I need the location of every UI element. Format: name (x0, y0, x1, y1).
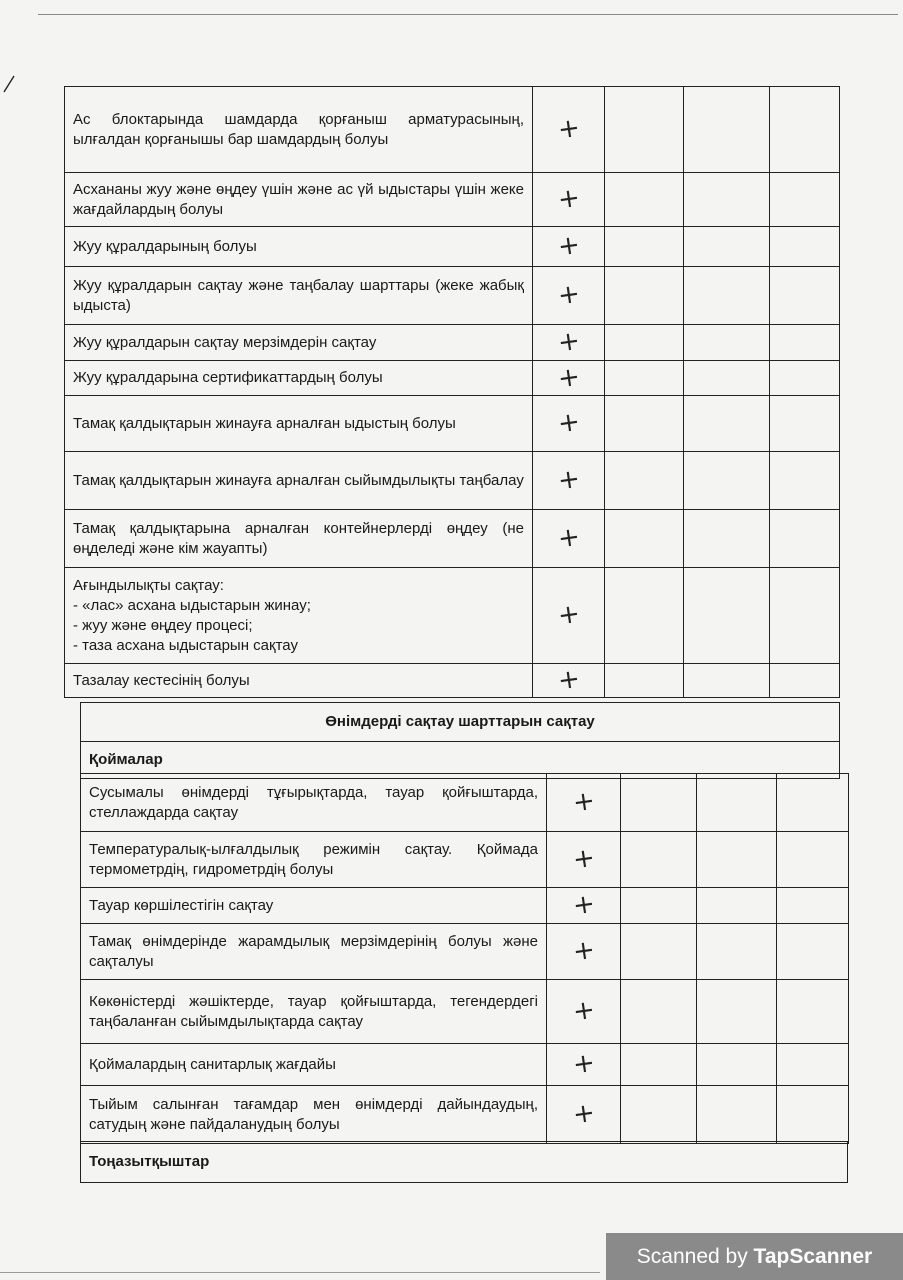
answer-cell-yes (533, 452, 605, 510)
answer-cell-yes (547, 924, 621, 980)
section-title: Өнімдерді сақтау шарттарын сақтау (81, 703, 840, 742)
answer-cell-empty (770, 325, 840, 361)
table-row (65, 396, 840, 452)
answer-cell-empty (605, 325, 684, 361)
answer-cell-empty (621, 774, 697, 832)
answer-cell-empty (777, 924, 849, 980)
answer-cell-empty (684, 568, 770, 664)
table-row (65, 361, 840, 396)
table-row (81, 832, 849, 888)
question-text: Температуралық-ылғалдылық режимін сақтау. Қоймада термометрдің, гидрометрдің болуы (81, 832, 547, 888)
question-text: Асхананы жуу және өңдеу үшін және ас үй ыдыстары үшін жеке жағдайлардың болуы (65, 173, 533, 227)
answer-cell-yes (533, 396, 605, 452)
answer-cell-empty (621, 924, 697, 980)
table-row (65, 173, 840, 227)
answer-cell-yes (533, 568, 605, 664)
section-header-table (80, 702, 840, 779)
handwritten-check-mark: + (555, 112, 582, 146)
answer-cell-empty (697, 832, 777, 888)
answer-cell-yes (547, 774, 621, 832)
answer-cell-empty (605, 267, 684, 325)
question-text: Тыйым салынған тағамдар мен өнімдерді дайындаудың, сатудың және пайдаланудың болуы (81, 1086, 547, 1144)
handwritten-check-mark: + (555, 598, 582, 632)
answer-cell-empty (621, 1044, 697, 1086)
question-text: Тамақ өнімдерінде жарамдылық мерзімдерінің болуы және сақталуы (81, 924, 547, 980)
handwritten-check-mark: + (570, 934, 597, 968)
answer-cell-empty (684, 87, 770, 173)
scanner-prefix: Scanned by (636, 1245, 754, 1268)
question-text: Жуу құралдарының болуы (65, 227, 533, 267)
answer-cell-empty (605, 361, 684, 396)
answer-cell-empty (770, 173, 840, 227)
handwritten-check-mark: + (555, 182, 582, 216)
table-row (81, 774, 849, 832)
scanner-watermark-badge (606, 1233, 903, 1280)
question-text: Жуу құралдарына сертификаттардың болуы (65, 361, 533, 396)
checklist-table-storage (80, 773, 849, 1144)
answer-cell-empty (770, 361, 840, 396)
answer-cell-yes (533, 267, 605, 325)
answer-cell-empty (770, 227, 840, 267)
answer-cell-empty (697, 774, 777, 832)
answer-cell-empty (605, 396, 684, 452)
scanner-brand: TapScanner (753, 1245, 873, 1268)
page-bottom-line (0, 1272, 600, 1273)
question-text: Тамақ қалдықтарын жинауға арналған ыдыстың болуы (65, 396, 533, 452)
answer-cell-empty (697, 888, 777, 924)
question-text: Сусымалы өнімдерді тұғырықтарда, тауар қойғыштарда, стеллаждарда сақтау (81, 774, 547, 832)
answer-cell-empty (684, 325, 770, 361)
answer-cell-empty (697, 1086, 777, 1144)
question-text: Ас блоктарында шамдарда қорғаныш арматурасының, ылғалдан қорғанышы бар шамдардың болуы (65, 87, 533, 173)
table-row (81, 1044, 849, 1086)
answer-cell-yes (547, 1086, 621, 1144)
answer-cell-empty (770, 664, 840, 698)
answer-cell-empty (605, 227, 684, 267)
handwritten-check-mark: + (555, 325, 582, 359)
answer-cell-empty (770, 568, 840, 664)
table-row (65, 452, 840, 510)
answer-cell-empty (605, 87, 684, 173)
handwritten-check-mark: + (555, 229, 582, 263)
answer-cell-empty (605, 452, 684, 510)
handwritten-check-mark: + (570, 888, 597, 922)
question-text: Қоймалардың санитарлық жағдайы (81, 1044, 547, 1086)
table-row (65, 87, 840, 173)
answer-cell-empty (684, 664, 770, 698)
answer-cell-empty (684, 173, 770, 227)
answer-cell-empty (697, 924, 777, 980)
answer-cell-empty (777, 1044, 849, 1086)
handwritten-check-mark: + (570, 994, 597, 1028)
page-top-line (38, 14, 898, 15)
handwritten-check-mark: + (555, 463, 582, 497)
table-row (65, 568, 840, 664)
answer-cell-yes (533, 173, 605, 227)
answer-cell-yes (533, 664, 605, 698)
table-row (65, 267, 840, 325)
answer-cell-yes (547, 888, 621, 924)
answer-cell-empty (770, 396, 840, 452)
answer-cell-empty (777, 774, 849, 832)
answer-cell-empty (621, 980, 697, 1044)
table-row (81, 980, 849, 1044)
handwritten-check-mark: + (555, 278, 582, 312)
answer-cell-empty (770, 87, 840, 173)
answer-cell-yes (547, 980, 621, 1044)
answer-cell-empty (684, 267, 770, 325)
answer-cell-empty (684, 452, 770, 510)
question-text: Ағындылықты сақтау: - «лас» асхана ыдыстарын жинау; - жуу және өңдеу процесі; - таза асхана ыдыстарын сақтау (65, 568, 533, 664)
handwritten-check-mark: + (570, 785, 597, 819)
table-row (81, 1086, 849, 1144)
table-row (65, 664, 840, 698)
answer-cell-yes (533, 510, 605, 568)
answer-cell-empty (777, 832, 849, 888)
handwritten-check-mark: + (570, 842, 597, 876)
handwritten-check-mark: + (570, 1097, 597, 1131)
answer-cell-yes (533, 361, 605, 396)
answer-cell-yes (547, 832, 621, 888)
answer-cell-empty (684, 361, 770, 396)
question-text: Жуу құралдарын сақтау мерзімдерін сақтау (65, 325, 533, 361)
subsection-fridge-title: Тоңазытқыштар (81, 1142, 848, 1183)
table-row (65, 325, 840, 361)
answer-cell-empty (697, 1044, 777, 1086)
answer-cell-empty (605, 510, 684, 568)
answer-cell-empty (605, 664, 684, 698)
question-text: Тамақ қалдықтарына арналған контейнерлерді өңдеу (не өңделеді және кім жауапты) (65, 510, 533, 568)
answer-cell-empty (621, 888, 697, 924)
answer-cell-empty (605, 173, 684, 227)
subsection-fridge-table (80, 1141, 848, 1183)
checklist-table-body (65, 87, 840, 698)
table-row (81, 924, 849, 980)
answer-cell-empty (684, 510, 770, 568)
storage-table-body (81, 774, 849, 1144)
question-text: Жуу құралдарын сақтау және таңбалау шарттары (жеке жабық ыдыста) (65, 267, 533, 325)
answer-cell-yes (547, 1044, 621, 1086)
answer-cell-yes (533, 87, 605, 173)
handwritten-check-mark: + (555, 406, 582, 440)
answer-cell-empty (770, 452, 840, 510)
subsection-storage-title: Қоймалар (81, 742, 840, 779)
question-text: Тауар көршілестігін сақтау (81, 888, 547, 924)
handwritten-check-mark: + (555, 521, 582, 555)
answer-cell-empty (684, 396, 770, 452)
answer-cell-yes (533, 325, 605, 361)
answer-cell-empty (777, 1086, 849, 1144)
table-row (65, 510, 840, 568)
answer-cell-empty (777, 980, 849, 1044)
handwritten-check-mark: + (570, 1047, 597, 1081)
question-text: Көкөністерді жәшіктерде, тауар қойғыштарда, тегендердегі таңбаланған сыйымдылықтарда сақтау (81, 980, 547, 1044)
handwritten-check-mark: + (555, 663, 582, 697)
handwritten-check-mark: + (555, 361, 582, 394)
checklist-table-sanitation (64, 86, 840, 698)
answer-cell-empty (621, 832, 697, 888)
answer-cell-yes (533, 227, 605, 267)
answer-cell-empty (684, 227, 770, 267)
question-text: Тамақ қалдықтарын жинауға арналған сыйымдылықты таңбалау (65, 452, 533, 510)
answer-cell-empty (605, 568, 684, 664)
margin-pen-mark (2, 74, 16, 94)
table-row (81, 888, 849, 924)
answer-cell-empty (770, 267, 840, 325)
table-row (65, 227, 840, 267)
answer-cell-empty (770, 510, 840, 568)
answer-cell-empty (697, 980, 777, 1044)
question-text: Тазалау кестесінің болуы (65, 664, 533, 698)
answer-cell-empty (621, 1086, 697, 1144)
answer-cell-empty (777, 888, 849, 924)
